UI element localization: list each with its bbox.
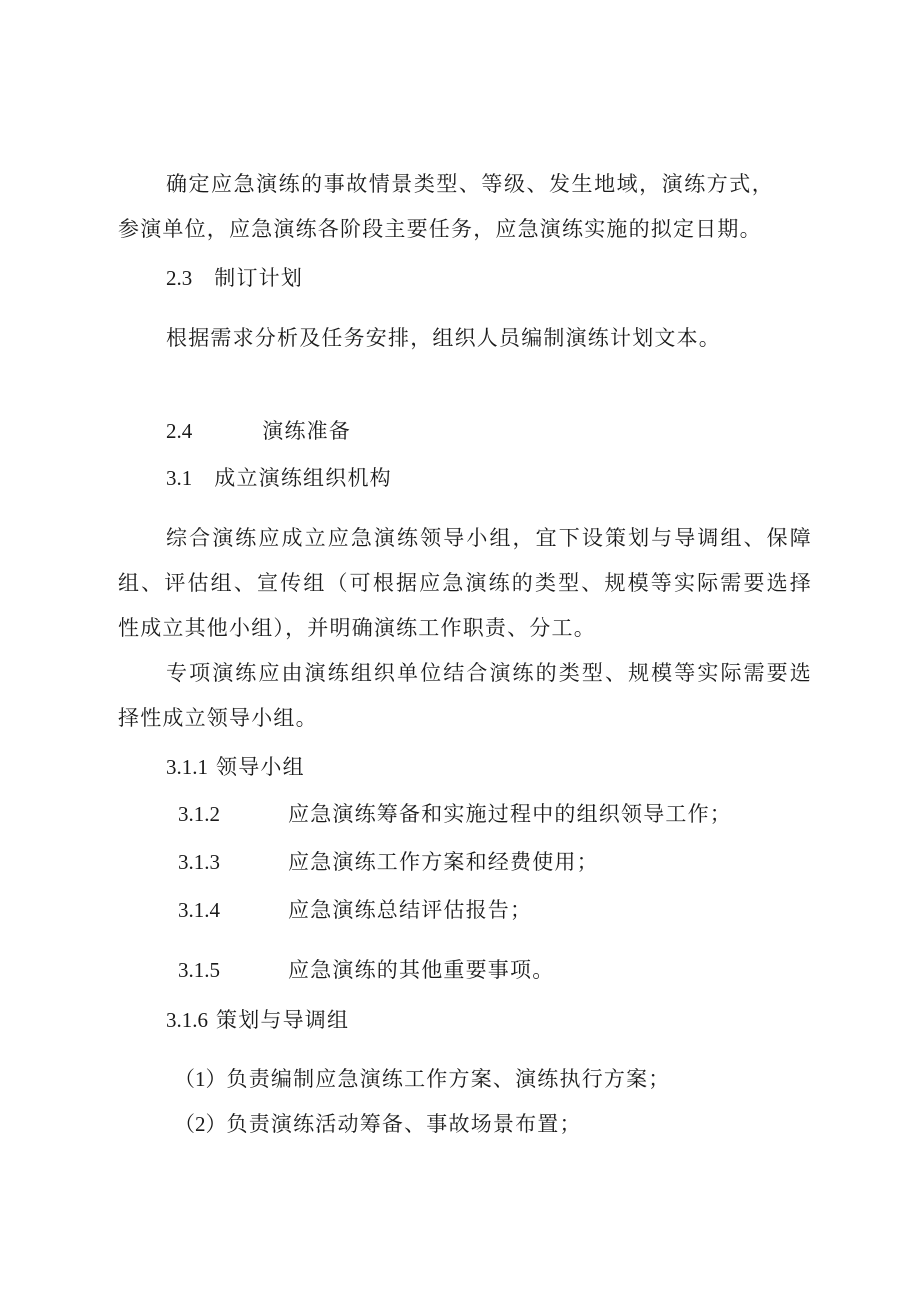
item-number: 3.1.5 <box>178 958 220 982</box>
item-text: 应急演练总结评估报告； <box>288 898 533 922</box>
paragraph-3-line-3: 性成立其他小组），并明确演练工作职责、分工。 <box>118 616 596 640</box>
paragraph-3-line-1: 综合演练应成立应急演练领导小组，宜下设策划与导调组、保障 <box>166 526 812 550</box>
section-2-4-number: 2.4 <box>166 419 193 443</box>
section-2-3-number: 2.3 <box>166 266 193 290</box>
list-item <box>174 1069 671 1090</box>
section-3-1-title: 成立演练组织机构 <box>214 466 392 490</box>
list-marker: （2） <box>174 1112 227 1136</box>
section-2-3-heading <box>166 268 303 289</box>
section-3-1-1-heading <box>166 757 305 778</box>
paragraph-1-line-2: 参演单位，应急演练各阶段主要任务，应急演练实施的拟定日期。 <box>118 217 762 241</box>
section-2-4-title: 演练准备 <box>262 419 352 443</box>
section-3-1-6-title: 策划与导调组 <box>216 1008 350 1032</box>
section-3-1-1-title: 领导小组 <box>216 755 305 779</box>
section-3-1-heading <box>166 468 392 489</box>
section-3-1-number: 3.1 <box>166 466 193 490</box>
list-marker: （1） <box>174 1067 227 1091</box>
section-2-3-title: 制订计划 <box>214 266 304 290</box>
section-2-4-heading <box>166 421 351 442</box>
item-number: 3.1.2 <box>178 802 220 826</box>
list-item <box>174 1114 582 1135</box>
paragraph-2: 根据需求分析及任务安排，组织人员编制演练计划文本。 <box>166 326 721 350</box>
section-3-1-6-heading <box>166 1010 349 1031</box>
item-text: 应急演练工作方案和经费使用； <box>288 850 599 874</box>
section-3-1-6-number: 3.1.6 <box>166 1008 208 1032</box>
list-text: 负责演练活动筹备、事故场景布置； <box>226 1112 582 1136</box>
item-number: 3.1.4 <box>178 898 220 922</box>
paragraph-4-line-1: 专项演练应由演练组织单位结合演练的类型、规模等实际需要选 <box>166 661 812 685</box>
item-number: 3.1.3 <box>178 850 220 874</box>
paragraph-1-line-1: 确定应急演练的事故情景类型、等级、发生地域，演练方式， <box>166 172 774 196</box>
list-text: 负责编制应急演练工作方案、演练执行方案； <box>226 1067 671 1091</box>
paragraph-3-line-2: 组、评估组、宣传组（可根据应急演练的类型、规模等实际需要选择 <box>118 571 812 595</box>
section-3-1-1-number: 3.1.1 <box>166 755 208 779</box>
item-text: 应急演练的其他重要事项。 <box>288 958 555 982</box>
paragraph-4-line-2: 择性成立领导小组。 <box>118 706 318 730</box>
item-text: 应急演练筹备和实施过程中的组织领导工作； <box>288 802 732 826</box>
